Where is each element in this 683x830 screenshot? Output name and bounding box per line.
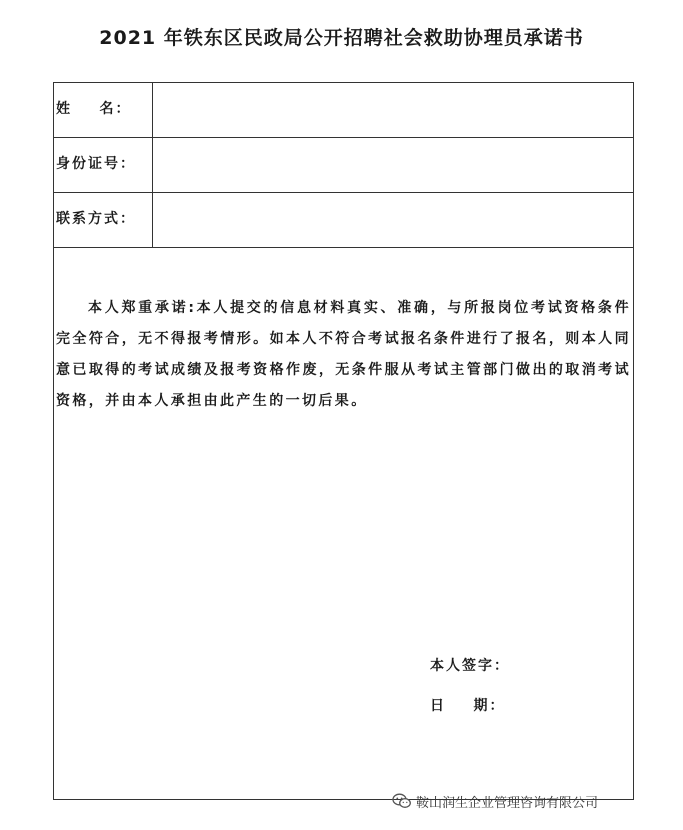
id-number-row: [54, 138, 633, 193]
document-title: 2021 年铁东区民政局公开招聘社会救助协理员承诺书: [99, 27, 584, 49]
name-field[interactable]: [153, 83, 633, 137]
pledge-form-table: [53, 82, 634, 800]
watermark: [392, 790, 598, 812]
contact-field[interactable]: [153, 193, 633, 247]
contact-row: [54, 193, 633, 248]
contact-label: 联系方式：: [54, 193, 153, 247]
date-label: 日 期：: [430, 698, 506, 714]
name-row: [54, 83, 633, 138]
id-number-label: 身份证号：: [54, 138, 153, 192]
id-number-field[interactable]: [153, 138, 633, 192]
watermark-text: 鞍山润生企业管理咨询有限公司: [416, 795, 599, 811]
signature-label: 本人签字：: [430, 658, 510, 674]
wechat-icon: [392, 793, 412, 809]
pledge-text: 本人郑重承诺:本人提交的信息材料真实、准确，与所报岗位考试资格条件完全符合，无不得报考情形。如本人不符合考试报名条件进行了报名，则本人同意已取得的考试成绩及报考资格作废，无条件服从考试主管部门做出的取消考试资格，并由本人承担由此产生的一切后果。: [56, 300, 631, 409]
name-label: 姓 名：: [54, 83, 153, 137]
